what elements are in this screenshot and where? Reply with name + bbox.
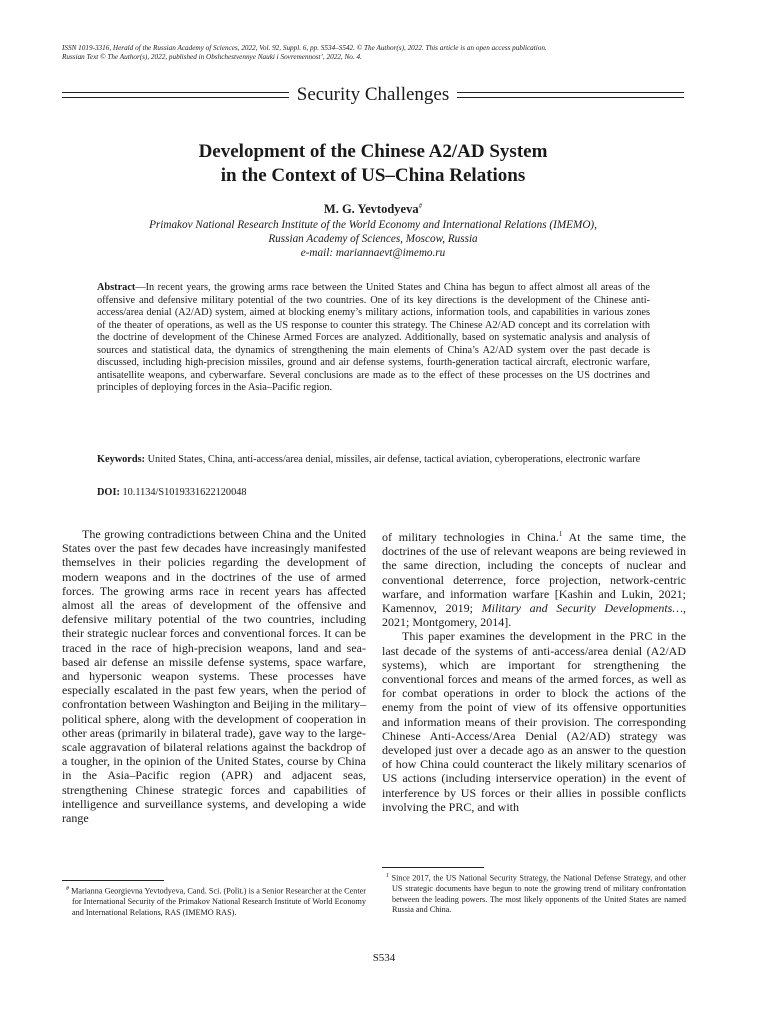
body-text-segment: , 2021; Montgomery, 2014]. bbox=[382, 601, 686, 630]
section-heading bbox=[62, 84, 684, 106]
footnote-1-body bbox=[382, 871, 686, 916]
page-number: S534 bbox=[372, 952, 396, 964]
keywords-label: Keywords: bbox=[97, 454, 146, 465]
affiliation bbox=[62, 218, 684, 260]
section-label: Security Challenges bbox=[296, 84, 450, 105]
footnote-1-text: Since 2017, the US National Security Strategy, the National Defense Strategy, and other US strategic documents have begun to note the growing trend of military confrontation between the leading powers. The most likely opponents of the United States are named Russia and China. bbox=[389, 873, 686, 915]
title-line-2: in the Context of US–China Relations bbox=[220, 165, 526, 186]
journal-citation-line: ISSN 1019-3316, Herald of the Russian Academy of Sciences, 2022, Vol. 92, Suppl. 6, pp. S534–S542. © The Author(s), 2022. This article is an open access publication. bbox=[62, 44, 547, 52]
body-paragraph: This paper examines the development in the PRC in the last decade of the systems of anti-access/area denial (A2/AD systems), which are important for strengthening the conventional forces and means of the armed forces, as well as for combat operations in order to block the actions of the enemy from the point of view of its offensive opportunities and information means of their provision. The corresponding Chinese Anti-Access/Area Denial (A2/AD) strategy was developed just over a decade ago as an answer to the question of how China could counteract the likely military scenarios of US actions (including interservice operation) in the event of interference by US forces or their allies in possible conflicts involving the PRC, and with bbox=[382, 629, 686, 814]
doi bbox=[97, 486, 650, 499]
author bbox=[62, 198, 684, 217]
keywords bbox=[97, 454, 650, 467]
keywords-text: United States, China, anti-access/area denial, missiles, air defense, tactical aviation, cyberoperations, electronic warfare bbox=[145, 454, 641, 465]
section-rule-left bbox=[62, 92, 289, 98]
russian-text-line: Russian Text © The Author(s), 2022, published in Obshchestvennye Nauki i Sovremennost’, 2022, No. 4. bbox=[62, 53, 362, 61]
body-column-right bbox=[382, 527, 686, 814]
footnote-rule-left bbox=[62, 880, 164, 881]
italic-citation: Military and Security Developments… bbox=[481, 601, 683, 616]
abstract-text: —In recent years, the growing arms race between the United States and China has begun to affect almost all areas of the offensive and defensive military potential of the two countries. One of its key directions is the development of the Chinese anti-access/area denial (A2/AD) system, aimed at blocking enemy’s military actions, information tools, and capabilities in various zones of the theater of operations, as well as the US response to counter this strategy. The Chinese A2/AD concept and its correlation with the doctrine of development of the Chinese Armed Forces are analyzed. Additionally, based on systematic analysis and analysis of sources and statistical data, the dynamics of strengthening the main elements of China’s A2/AD system over the past decade is discussed, including high-precision missiles, ground and air defense systems, fourth-generation tactical aircraft, electronic warfare, antisatellite weapons, and cyberwarfare. Several conclusions are made as to the effect of these processes on the US doctrines and principles of deploying forces in the Asia–Pacific region. bbox=[97, 282, 650, 393]
author-name: M. G. Yevtodyeva bbox=[323, 202, 419, 217]
paper-title bbox=[62, 140, 684, 188]
body-text-segment: of military technologies in China. bbox=[382, 530, 559, 544]
title-line-1: Development of the Chinese A2/AD System bbox=[198, 141, 548, 162]
affiliation-line-1: Primakov National Research Institute of the World Economy and International Relations (IMEMO), bbox=[149, 219, 597, 231]
body-text-segment: At the same time, the doctrines of the use of relevant weapons are being reviewed in the same direction, including the concepts of nuclear and conventional deterrence, force projection, network-centric warfare, and information warfare [Kashin and Lukin, 2021; Kamennov, 2019; bbox=[382, 530, 686, 616]
affiliation-line-2: Russian Academy of Sciences, Moscow, Russia bbox=[268, 233, 478, 245]
abstract bbox=[97, 282, 650, 395]
footnote-author-text: Marianna Georgievna Yevtodyeva, Cand. Sci. (Polit.) is a Senior Researcher at the Center for International Security of the Primakov National Research Institute of World Economy and International Relations, RAS (IMEMO RAS). bbox=[69, 886, 366, 917]
footnote-mark: 1 bbox=[386, 873, 389, 879]
footnote-author-body bbox=[62, 884, 366, 918]
footnote-1 bbox=[382, 871, 686, 916]
abstract-label: Abstract bbox=[97, 282, 136, 293]
doi-value: 10.1134/S1019331622120048 bbox=[119, 487, 247, 498]
footnote-author bbox=[62, 884, 366, 918]
doi-label: DOI: bbox=[97, 487, 120, 498]
body-paragraph: The growing contradictions between China and the United States over the past few decades have increasingly manifested themselves in their policies regarding the development of modern weapons and in the doctrines of the use of armed forces. The growing arms race in recent years has affected almost all the areas of development of the offensive and defensive military potential of the two countries, including their strategic nuclear forces and conventional forces. It can be traced in the race of high-precision weapons, land and sea-based air defense an missile defense systems, space warfare, and hypersonic weapon systems. These processes have especially escalated in the past few years, when the period of confrontation between Washington and Beijing in the military–political sphere, along with the development of cooperation in other areas (primarily in bilateral trade), gave way to the large-scale aggravation of bilateral relations against the backdrop of a tougher, in the opinion of the United States, course by China in the Asia–Pacific region (APR) and adjacent seas, strengthening Chinese strategic forces and capabilities of intelligence and surveillance systems, and developing a wide range bbox=[62, 527, 366, 826]
body-column-left bbox=[62, 527, 366, 825]
section-rule-right bbox=[457, 92, 684, 98]
author-email: e-mail: mariannaevt@imemo.ru bbox=[300, 247, 446, 259]
footnote-mark: # bbox=[66, 886, 69, 892]
body-paragraph-continued bbox=[382, 527, 686, 629]
footnote-rule-right bbox=[382, 867, 484, 868]
author-footnote-mark: # bbox=[418, 202, 423, 210]
footnote-ref-1: 1 bbox=[558, 530, 563, 538]
